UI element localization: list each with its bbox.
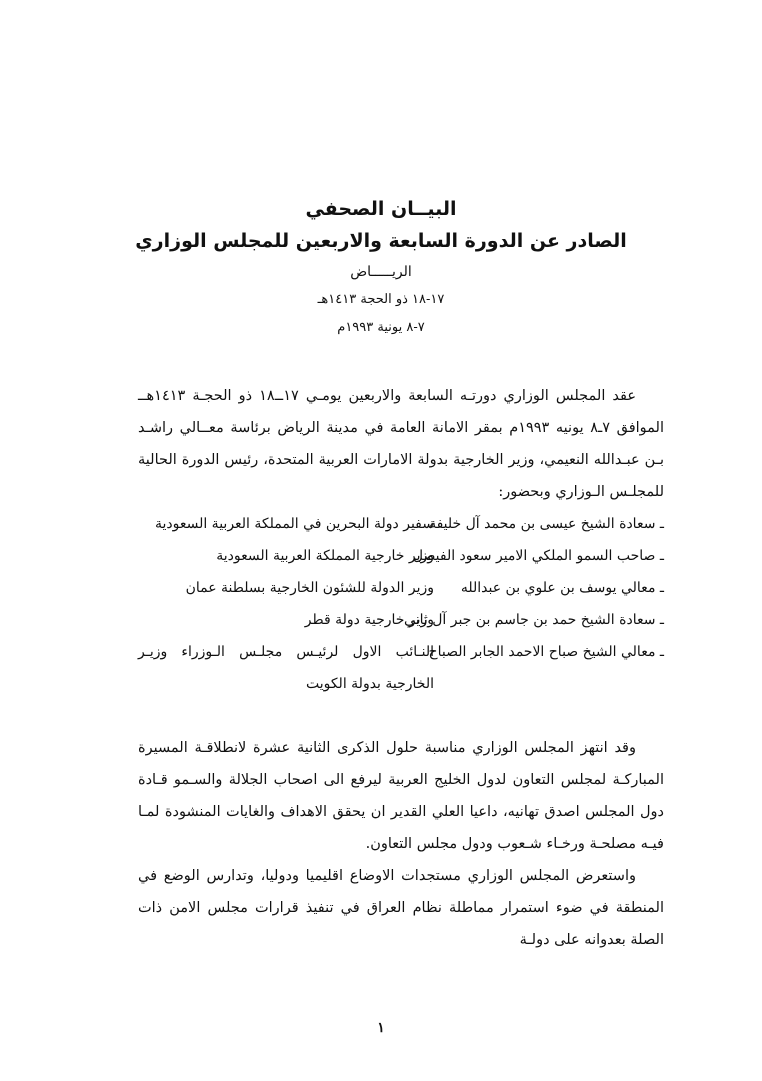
paragraph-regional-situation: واستعرض المجلس الوزاري مستجدات الاوضاع اقليميا ودوليا، وتدارس الوضع في المنطقة في ضوء استمرار مماطلة نظام العراق في تنفيذ قرارات مجلس الامن ذات الصلة بعدوانه على دولـة — [138, 868, 664, 948]
attendees-list — [138, 508, 664, 700]
date-hijri: ١٧-١٨ ذو الحجة ١٤١٣هـ — [317, 292, 445, 307]
attendee-row — [138, 540, 664, 572]
attendee-name: ـ سعادة الشيخ عيسى بن محمد آل خليفة — [429, 516, 664, 532]
attendee-row — [138, 572, 664, 604]
paragraph-anniversary: وقد انتهز المجلس الوزاري مناسبة حلول الذكرى الثانية عشرة لانطلاقـة المسيرة المباركـة لمجلس التعاون لدول الخليج العربية ليرفع الى اصحاب الجلالة والسـمو قـادة دول المجلس اصدق تهانيه، داعيا العلي القدير ان يحقق الاهداف والغايات المنشودة لمـا فيـه مصلحـة ورخـاء شـعوب ودول مجلس التعاون. — [138, 740, 664, 852]
attendee-name: ـ معالي الشيخ صباح الاحمد الجابر الصباح — [428, 644, 664, 660]
intro-paragraph: عقد المجلس الوزاري دورتـه السابعة والاربعين يومـي ١٧ــ١٨ ذو الحجـة ١٤١٣هــ الموافق ٧ـ٨ يونيه ١٩٩٣م بمقر الامانة العامة في مدينة الرياض برئاسة معــالي راشـد بـن عبـدالله النعيمي، وزير الخارجية بدولة الامارات العربية المتحدة، رئيس الدورة الحالية للمجلـس الـوزاري وبحضور: — [138, 388, 664, 500]
attendee-row — [138, 604, 664, 636]
attendee-role: النـائب الاول لرئيـس مجلـس الـوزراء وزيـر الخارجية بدولة الكويت — [138, 644, 434, 692]
page-number: ١ — [377, 1020, 385, 1036]
attendee-name: ـ سعادة الشيخ حمد بن جاسم بن جبر آل ثاني — [404, 612, 664, 628]
attendee-role: وزير خارجية دولة قطر — [304, 612, 434, 628]
attendee-row — [138, 636, 664, 700]
attendee-row — [138, 508, 664, 540]
attendee-role: وزير خارجية المملكة العربية السعودية — [216, 548, 434, 564]
attendee-role: سفير دولة البحرين في المملكة العربية السعودية — [154, 516, 434, 532]
attendee-role: وزير الدولة للشئون الخارجية بسلطنة عمان — [185, 580, 434, 596]
location: الريـــــاض — [350, 264, 412, 280]
date-gregorian: ٧-٨ يونية ١٩٩٣م — [337, 320, 425, 335]
attendee-name: ـ معالي يوسف بن علوي بن عبدالله — [460, 580, 664, 596]
document-subtitle: الصادر عن الدورة السابعة والاربعين للمجلس الوزاري — [135, 230, 627, 252]
attendee-name: ـ صاحب السمو الملكي الامير سعود الفيصل — [412, 548, 664, 564]
document-title: البيــان الصحفي — [305, 198, 457, 220]
